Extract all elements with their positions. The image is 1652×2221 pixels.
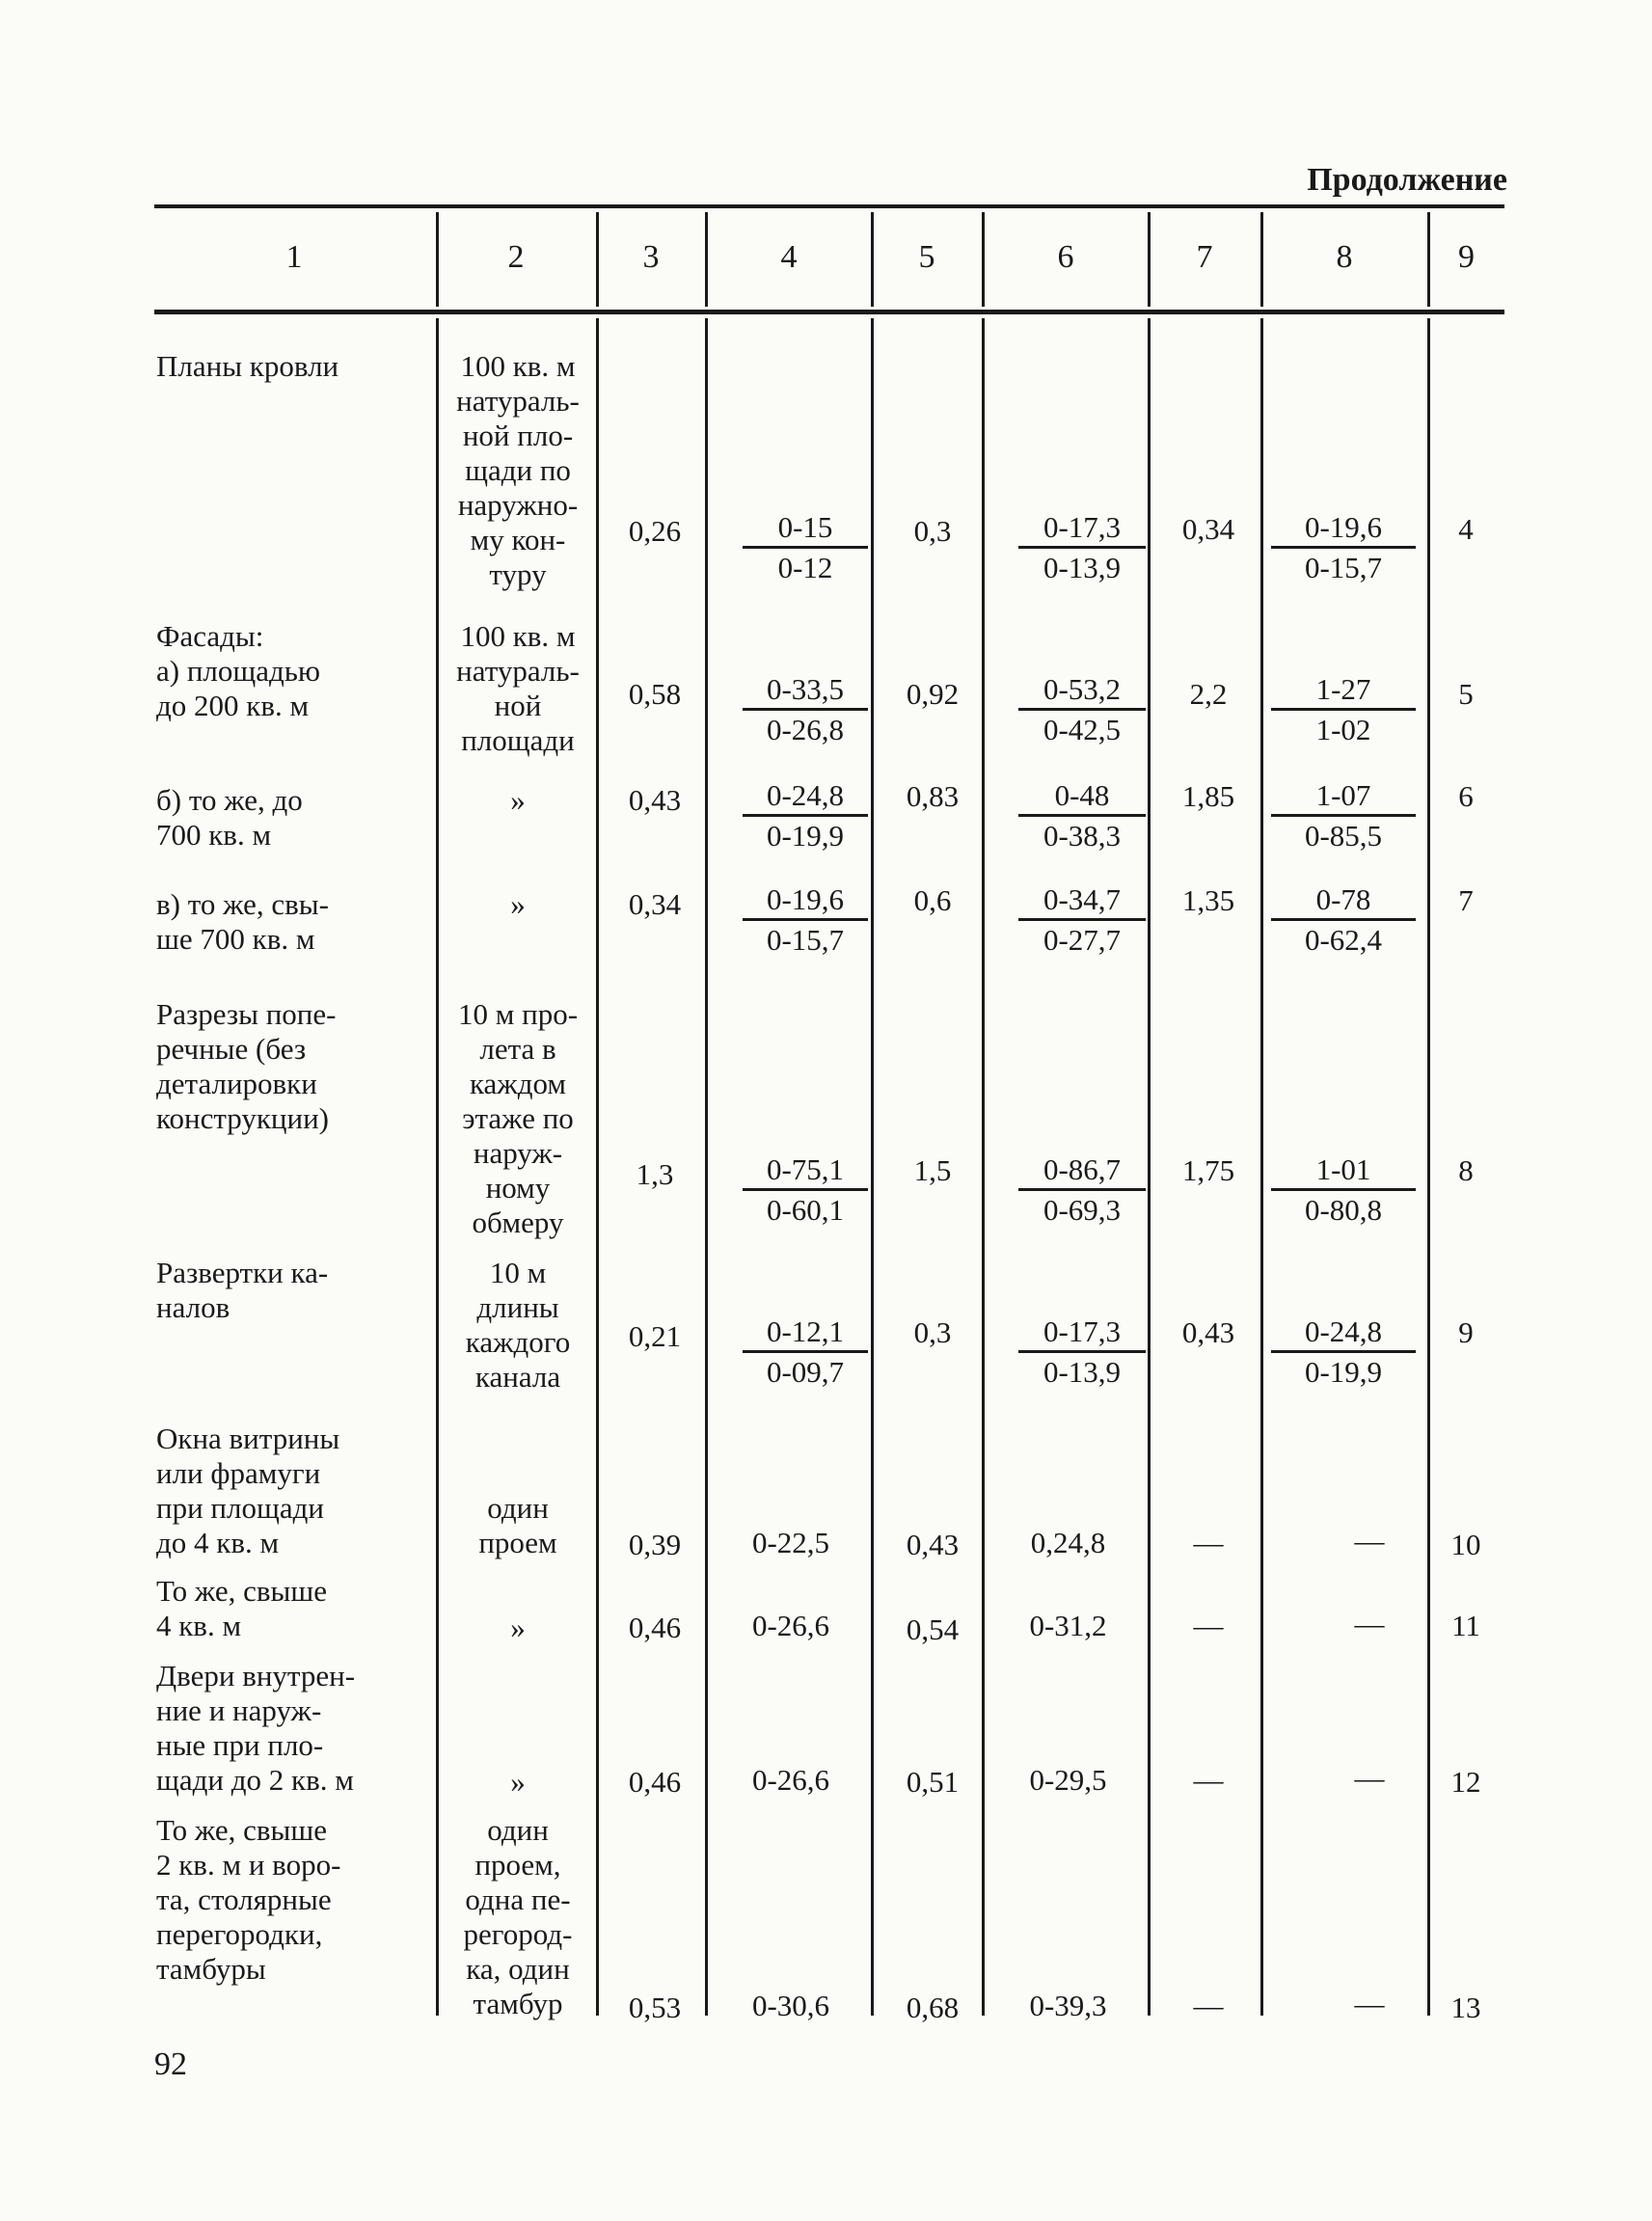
numerator: 0-86,7 bbox=[1043, 1152, 1122, 1186]
row-label: Развертки ка- налов bbox=[156, 1256, 329, 1324]
row-unit: 100 кв. м натураль- ной площади bbox=[456, 619, 580, 757]
row-label: Разрезы попе- речные (без деталировки конструкции) bbox=[156, 997, 337, 1135]
row-label: Двери внутрен- ние и наруж- ные при пло- щади до 2 кв. м bbox=[156, 1659, 356, 1797]
column-number: 9 bbox=[1458, 239, 1475, 275]
cell-c9: 10 bbox=[1450, 1528, 1481, 1561]
row-unit: 10 м про- лета в каждом этаже по наруж- ному обмеру bbox=[457, 997, 579, 1239]
cell-c5: 0,92 bbox=[906, 677, 960, 711]
cell-c9: 9 bbox=[1458, 1315, 1474, 1349]
row-label: б) то же, до 700 кв. м bbox=[156, 783, 303, 852]
row-label: То же, свыше 2 кв. м и воро- та, столярные перегородки, тамбуры bbox=[156, 1813, 341, 1986]
cell-c8-fraction bbox=[1271, 671, 1416, 747]
numerator: 0-12,1 bbox=[766, 1314, 845, 1348]
cell-c9: 11 bbox=[1451, 1609, 1480, 1642]
row-label: Окна витрины или фрамуги при площади до 4 кв. м bbox=[156, 1422, 340, 1559]
numerator: 0-17,3 bbox=[1043, 510, 1122, 544]
cell-c8-fraction bbox=[1271, 1314, 1416, 1390]
denominator: 0-85,5 bbox=[1304, 819, 1383, 853]
numerator: 0-34,7 bbox=[1043, 882, 1122, 916]
column-number: 6 bbox=[1057, 239, 1074, 275]
cell-c8: — bbox=[1354, 1761, 1385, 1795]
cell-c5: 0,3 bbox=[913, 514, 952, 548]
denominator: 0-80,8 bbox=[1304, 1193, 1383, 1227]
denominator: 0-19,9 bbox=[1304, 1355, 1383, 1389]
cell-c7: — bbox=[1193, 1609, 1224, 1642]
numerator: 0-24,8 bbox=[766, 778, 845, 812]
row-unit: » bbox=[510, 887, 526, 921]
row-label: Планы кровли bbox=[156, 349, 339, 383]
cell-c4: 0-30,6 bbox=[751, 1989, 830, 2022]
denominator: 0-15,7 bbox=[1304, 551, 1383, 584]
denominator: 0-12 bbox=[777, 551, 833, 584]
numerator: 0-53,2 bbox=[1043, 672, 1122, 706]
row-unit: 100 кв. м натураль- ной пло- щади по наружно- му кон- туру bbox=[456, 349, 580, 591]
row-unit: один проем bbox=[478, 1491, 557, 1559]
cell-c4-fraction bbox=[743, 881, 868, 958]
row-label: Фасады: а) площадью до 200 кв. м bbox=[156, 619, 321, 722]
cell-c7: 0,43 bbox=[1181, 1315, 1235, 1349]
cell-c6-fraction bbox=[1018, 1151, 1146, 1228]
cell-c5: 0,51 bbox=[906, 1765, 960, 1799]
cell-c5: 0,83 bbox=[906, 779, 960, 813]
numerator: 0-78 bbox=[1315, 882, 1371, 916]
cell-c6-fraction bbox=[1018, 509, 1146, 585]
cell-c8-fraction bbox=[1271, 509, 1416, 585]
cell-c4-fraction bbox=[743, 671, 868, 747]
column-number: 5 bbox=[918, 239, 935, 275]
row-unit: один проем, одна пе- регород- ка, один тамбур bbox=[463, 1813, 573, 2020]
denominator: 0-09,7 bbox=[766, 1355, 845, 1389]
column-number: 8 bbox=[1336, 239, 1353, 275]
cell-c3: 0,46 bbox=[628, 1765, 682, 1799]
column-number: 1 bbox=[285, 239, 303, 275]
cell-c6: 0-39,3 bbox=[1029, 1989, 1107, 2022]
column-number: 3 bbox=[642, 239, 660, 275]
denominator: 0-42,5 bbox=[1043, 713, 1122, 746]
numerator: 0-33,5 bbox=[766, 672, 845, 706]
cell-c6-fraction bbox=[1018, 671, 1146, 747]
cell-c5: 0,68 bbox=[906, 1991, 960, 2024]
cell-c6-fraction bbox=[1018, 1314, 1146, 1390]
column-number: 2 bbox=[507, 239, 525, 275]
cell-c6-fraction bbox=[1018, 881, 1146, 958]
cell-c3: 0,58 bbox=[628, 677, 682, 711]
row-unit: » bbox=[510, 1765, 526, 1799]
row-unit: » bbox=[510, 1611, 526, 1644]
body-divider bbox=[436, 318, 439, 2016]
cell-c9: 5 bbox=[1458, 677, 1474, 711]
cell-c5: 0,6 bbox=[913, 883, 952, 917]
cell-c6: 0-29,5 bbox=[1029, 1763, 1107, 1797]
cell-c7: 0,34 bbox=[1181, 512, 1235, 546]
row-unit: » bbox=[510, 783, 526, 817]
cell-c4: 0-22,5 bbox=[751, 1526, 830, 1559]
cell-c4-fraction bbox=[743, 777, 868, 853]
cell-c3: 0,43 bbox=[628, 783, 682, 817]
body-divider bbox=[982, 318, 985, 2016]
page-number: 92 bbox=[154, 2046, 187, 2082]
denominator: 0-13,9 bbox=[1043, 551, 1122, 584]
cell-c9: 6 bbox=[1458, 779, 1474, 813]
cell-c9: 8 bbox=[1458, 1153, 1474, 1187]
cell-c4-fraction bbox=[743, 1314, 868, 1390]
cell-c5: 0,3 bbox=[913, 1315, 952, 1349]
numerator: 0-15 bbox=[777, 510, 833, 544]
cell-c8: — bbox=[1354, 1987, 1385, 2020]
numerator: 1-27 bbox=[1315, 672, 1371, 706]
cell-c4: 0-26,6 bbox=[751, 1609, 830, 1642]
denominator: 0-15,7 bbox=[766, 923, 845, 957]
cell-c3: 0,39 bbox=[628, 1528, 682, 1561]
numerator: 0-24,8 bbox=[1304, 1314, 1383, 1348]
cell-c3: 0,26 bbox=[628, 514, 682, 548]
cell-c8-fraction bbox=[1271, 777, 1416, 853]
cell-c5: 1,5 bbox=[913, 1153, 952, 1187]
cell-c7: 1,35 bbox=[1181, 883, 1235, 917]
cell-c4-fraction bbox=[743, 509, 868, 585]
cell-c5: 0,43 bbox=[906, 1528, 960, 1561]
denominator: 0-60,1 bbox=[766, 1193, 845, 1227]
cell-c8-fraction bbox=[1271, 881, 1416, 958]
cell-c8: — bbox=[1354, 1524, 1385, 1557]
denominator: 0-13,9 bbox=[1043, 1355, 1122, 1389]
cell-c9: 4 bbox=[1458, 512, 1474, 546]
row-label: То же, свыше 4 кв. м bbox=[156, 1574, 327, 1642]
cell-c5: 0,54 bbox=[906, 1612, 960, 1646]
row-unit: 10 м длины каждого канала bbox=[465, 1256, 571, 1394]
numerator: 1-01 bbox=[1315, 1152, 1371, 1186]
cell-c3: 0,53 bbox=[628, 1991, 682, 2024]
cell-c7: — bbox=[1193, 1526, 1224, 1559]
cell-c7: — bbox=[1193, 1763, 1224, 1797]
denominator: 0-38,3 bbox=[1043, 819, 1122, 853]
row-label: в) то же, свы- ше 700 кв. м bbox=[156, 887, 329, 956]
numerator: 0-75,1 bbox=[766, 1152, 845, 1186]
numerator: 0-19,6 bbox=[766, 882, 845, 916]
table-top-rule bbox=[154, 204, 1504, 208]
cell-c8-fraction bbox=[1271, 1151, 1416, 1228]
denominator: 0-19,9 bbox=[766, 819, 845, 853]
cell-c9: 7 bbox=[1458, 883, 1474, 917]
cell-c6-fraction bbox=[1018, 777, 1146, 853]
continuation-heading: Продолжение bbox=[1307, 162, 1507, 198]
denominator: 0-26,8 bbox=[766, 713, 845, 746]
table-header-rule bbox=[154, 310, 1504, 314]
cell-c8: — bbox=[1354, 1607, 1385, 1640]
cell-c3: 0,46 bbox=[628, 1611, 682, 1644]
cell-c3: 0,21 bbox=[628, 1319, 682, 1353]
cell-c3: 1,3 bbox=[636, 1157, 674, 1191]
cell-c6: 0-31,2 bbox=[1029, 1609, 1107, 1642]
cell-c7: 2,2 bbox=[1189, 677, 1228, 711]
denominator: 0-62,4 bbox=[1304, 923, 1383, 957]
cell-c7: 1,85 bbox=[1181, 779, 1235, 813]
denominator: 0-69,3 bbox=[1043, 1193, 1122, 1227]
body-divider bbox=[1148, 318, 1151, 2016]
cell-c7: 1,75 bbox=[1181, 1153, 1235, 1187]
body-divider bbox=[1260, 318, 1263, 2016]
body-divider bbox=[596, 318, 599, 2016]
numerator: 0-17,3 bbox=[1043, 1314, 1122, 1348]
denominator: 0-27,7 bbox=[1043, 923, 1122, 957]
cell-c7: — bbox=[1193, 1989, 1224, 2022]
numerator: 0-48 bbox=[1054, 778, 1110, 812]
column-number: 7 bbox=[1196, 239, 1213, 275]
numerator: 1-07 bbox=[1315, 778, 1371, 812]
numerator: 0-19,6 bbox=[1304, 510, 1383, 544]
body-divider bbox=[1427, 318, 1430, 2016]
cell-c9: 13 bbox=[1450, 1991, 1481, 2024]
denominator: 1-02 bbox=[1315, 713, 1371, 746]
cell-c6: 0,24,8 bbox=[1030, 1526, 1106, 1559]
body-divider bbox=[705, 318, 708, 2016]
cell-c9: 12 bbox=[1450, 1765, 1481, 1799]
cell-c4-fraction bbox=[743, 1151, 868, 1228]
body-divider bbox=[871, 318, 874, 2016]
column-number: 4 bbox=[780, 239, 798, 275]
cell-c3: 0,34 bbox=[628, 887, 682, 921]
cell-c4: 0-26,6 bbox=[751, 1763, 830, 1797]
